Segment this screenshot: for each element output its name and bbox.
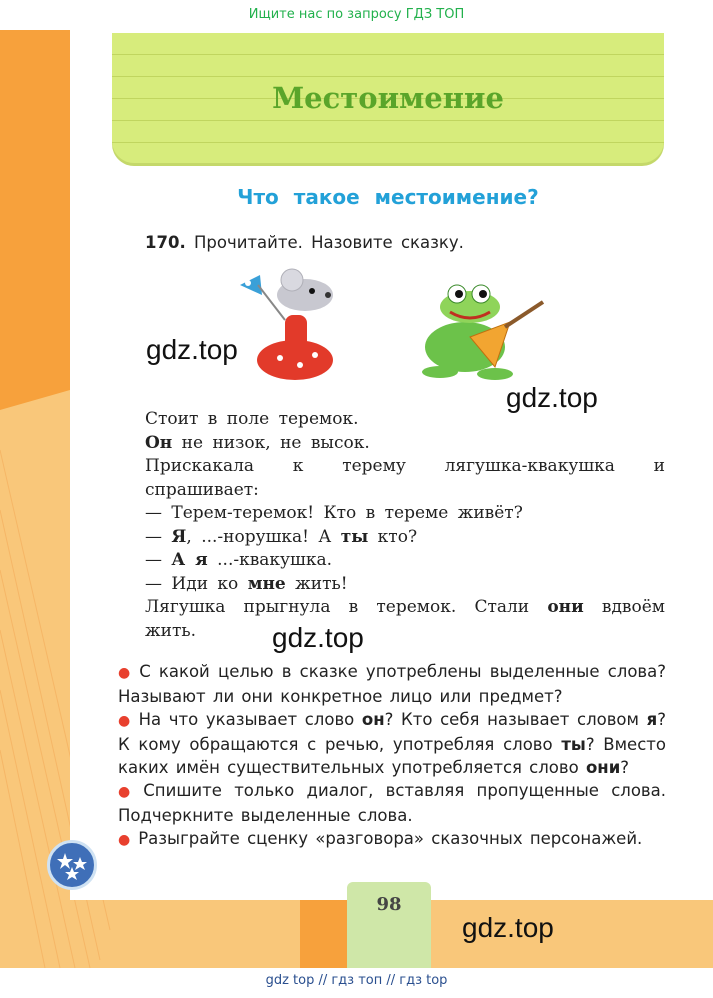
- tale-line: — Иди ко мне жить!: [145, 573, 348, 594]
- exercise-number: 170.: [145, 233, 186, 252]
- frog-illustration: [415, 282, 545, 382]
- mouse-illustration: [230, 265, 360, 385]
- page-number: 98: [376, 894, 402, 915]
- tale-line: Стоит в поле теремок.: [145, 409, 359, 429]
- title-card: [112, 33, 664, 163]
- exercise-instruction: Прочитайте. Назовите сказку.: [193, 233, 464, 252]
- watermark-1: gdz.top: [146, 334, 238, 365]
- textbook-page: [0, 30, 713, 968]
- footer-links: gdz top // гдз топ // гдз top: [265, 973, 448, 988]
- tale-line: — А я ...-квакушка.: [145, 550, 333, 570]
- watermark-4: gdz.top: [462, 912, 554, 943]
- stars-badge-icon: [47, 840, 97, 890]
- tale-line: Он не низок, не высок.: [145, 432, 370, 453]
- tale-line: Лягушка прыгнула в теремок. Стали они вдвоём жить.: [145, 597, 666, 641]
- watermark-2: gdz.top: [506, 382, 598, 413]
- top-banner: Ищите нас по запросу ГДЗ ТОП: [248, 7, 465, 22]
- chapter-title: Местоимение: [272, 81, 504, 115]
- question-item: ● Спишите только диалог, вставляя пропущенные слова. Подчеркните выделенные слова.: [118, 781, 667, 825]
- bullet-icon: ●: [118, 832, 131, 848]
- exercise-heading: [145, 233, 464, 252]
- questions-list: [118, 660, 666, 852]
- tale-line: — Терем-теремок! Кто в тереме живёт?: [145, 503, 523, 523]
- bullet-icon: ●: [118, 784, 136, 800]
- question-item: ● На что указывает слово он? Кто себя называет словом я? К кому обращаются с речью, употребляя слово ты? Вместо каких имён существительных употребляется слово они?: [118, 710, 666, 777]
- page-number-tab: [347, 882, 431, 968]
- section-subtitle: Что такое местоимение?: [237, 185, 539, 209]
- fairy-tale-text: [145, 408, 665, 643]
- question-item: ● С какой целью в сказке употреблены выделенные слова? Называют ли они конкретное лицо или предмет?: [118, 662, 667, 706]
- question-item: ● Разыграйте сценку «разговора» сказочных персонажей.: [118, 829, 643, 848]
- bullet-icon: ●: [118, 713, 131, 729]
- bullet-icon: ●: [118, 665, 132, 681]
- tale-line: — Я, ...-норушка! А ты кто?: [145, 526, 418, 547]
- watermark-3: gdz.top: [272, 622, 364, 653]
- tale-line: Прискакала к терему лягушка-квакушка и спрашивает:: [145, 456, 665, 500]
